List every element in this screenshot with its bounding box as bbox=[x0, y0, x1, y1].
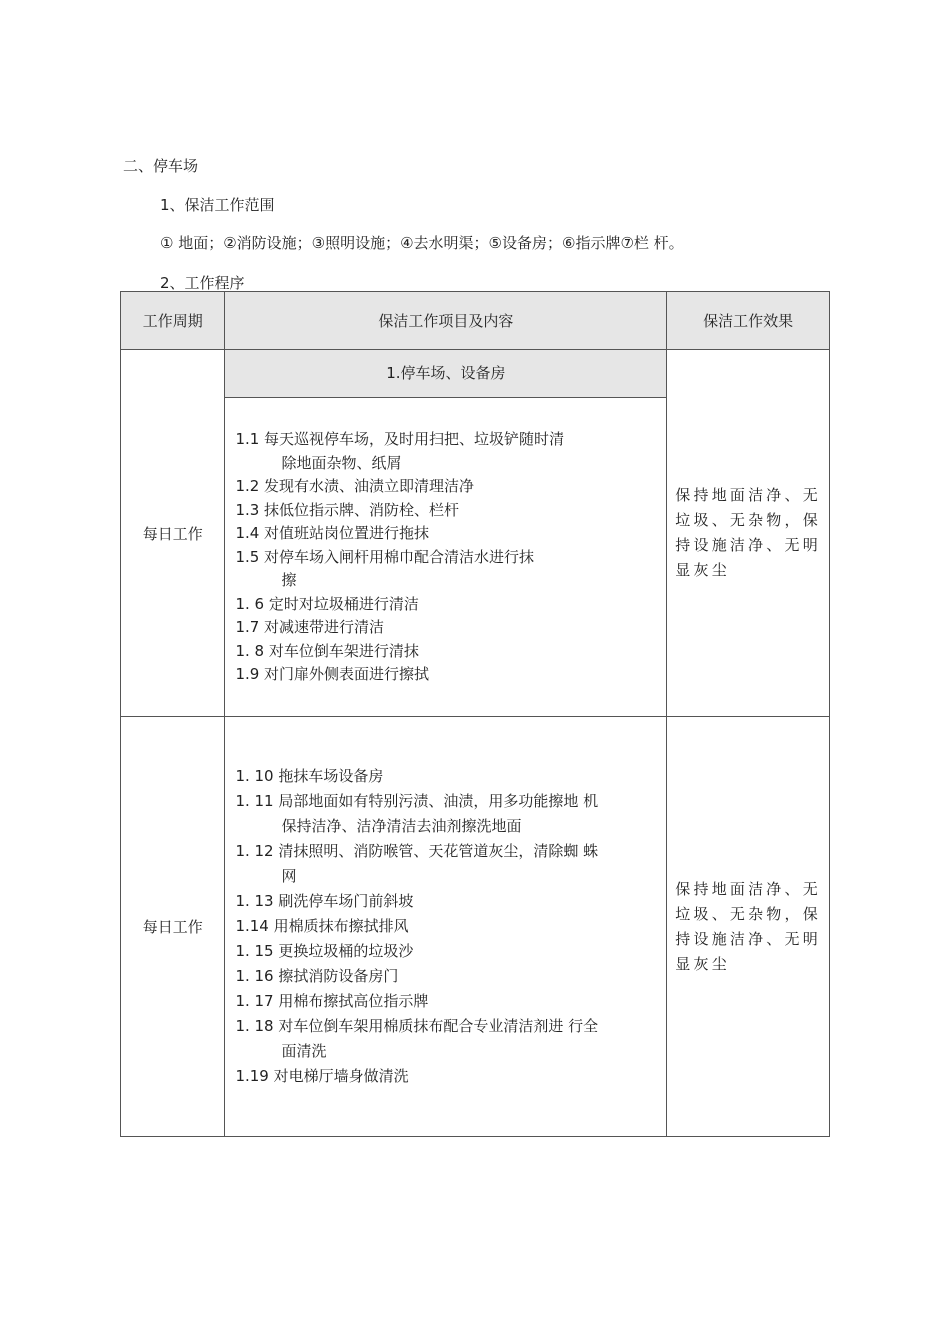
scope-heading: 1、保洁工作范围 bbox=[160, 196, 275, 214]
effect-text: 保持地面洁净、无垃圾、无杂物，保持设施洁净、无明显灰尘 bbox=[675, 486, 821, 579]
list-item: 1.7 对减速带进行清洁 bbox=[235, 618, 385, 636]
list-item: 1.1 每天巡视停车场，及时用扫把、垃圾铲随时清 除地面杂物、纸屑 bbox=[235, 430, 565, 472]
list-item: 1. 11 局部地面如有特别污渍、油渍，用多功能擦地 机 保持洁净、洁净清洁去油剂擦洗地面 bbox=[235, 792, 599, 835]
table-header-row bbox=[121, 292, 830, 350]
header-period: 工作周期 bbox=[121, 292, 225, 350]
list-item: 1. 17 用棉布擦拭高位指示牌 bbox=[235, 992, 429, 1010]
content-cell bbox=[225, 350, 667, 717]
table-row bbox=[121, 350, 830, 717]
procedure-heading: 2、工作程序 bbox=[160, 274, 245, 292]
procedure-table bbox=[120, 291, 830, 1137]
period-cell: 每日工作 bbox=[121, 717, 225, 1137]
subheading: 1.停车场、设备房 bbox=[225, 350, 666, 398]
list-item: 1.14 用棉质抹布擦拭排风 bbox=[235, 917, 409, 935]
task-list bbox=[225, 398, 666, 687]
list-item: 1. 8 对车位倒车架进行清抹 bbox=[235, 641, 419, 660]
list-item: 1.2 发现有水渍、油渍立即清理洁净 bbox=[235, 477, 475, 495]
task-list bbox=[225, 764, 666, 1089]
list-item: 1. 18 对车位倒车架用棉质抹布配合专业清洁剂进 行全 面清洗 bbox=[235, 1017, 599, 1060]
header-effect: 保洁工作效果 bbox=[667, 292, 830, 350]
list-item: 1. 12 清抹照明、消防喉管、天花管道灰尘，清除蜘 蛛 网 bbox=[235, 842, 599, 885]
list-item: 1. 6 定时对垃圾桶进行清洁 bbox=[235, 594, 419, 613]
list-item: 1.4 对值班站岗位置进行拖抹 bbox=[235, 524, 430, 542]
list-item: 1.3 抹低位指示牌、消防栓、栏杆 bbox=[235, 500, 460, 519]
list-item: 1. 13 刷洗停车场门前斜坡 bbox=[235, 892, 414, 910]
list-item: 1. 16 擦拭消防设备房门 bbox=[235, 967, 399, 985]
effect-text: 保持地面洁净、无垃圾、无杂物，保持设施洁净、无明显灰尘 bbox=[675, 879, 821, 973]
list-item: 1.5 对停车场入闸杆用棉巾配合清洁水进行抹 擦 bbox=[235, 547, 535, 589]
content-cell bbox=[225, 717, 667, 1137]
scope-text: ① 地面；②消防设施；③照明设施；④去水明渠；⑤设备房；⑥指示牌⑦栏 杆。 bbox=[160, 234, 684, 252]
list-item: 1.19 对电梯厅墙身做清洗 bbox=[235, 1067, 409, 1085]
period-cell: 每日工作 bbox=[121, 350, 225, 717]
table-row bbox=[121, 717, 830, 1137]
section-title: 二、停车场 bbox=[123, 157, 199, 175]
list-item: 1. 10 拖抹车场设备房 bbox=[235, 767, 384, 785]
effect-cell bbox=[667, 350, 830, 717]
list-item: 1.9 对门扉外侧表面进行擦拭 bbox=[235, 665, 430, 683]
effect-cell bbox=[667, 717, 830, 1137]
list-item: 1. 15 更换垃圾桶的垃圾沙 bbox=[235, 942, 414, 960]
header-content: 保洁工作项目及内容 bbox=[225, 292, 667, 350]
